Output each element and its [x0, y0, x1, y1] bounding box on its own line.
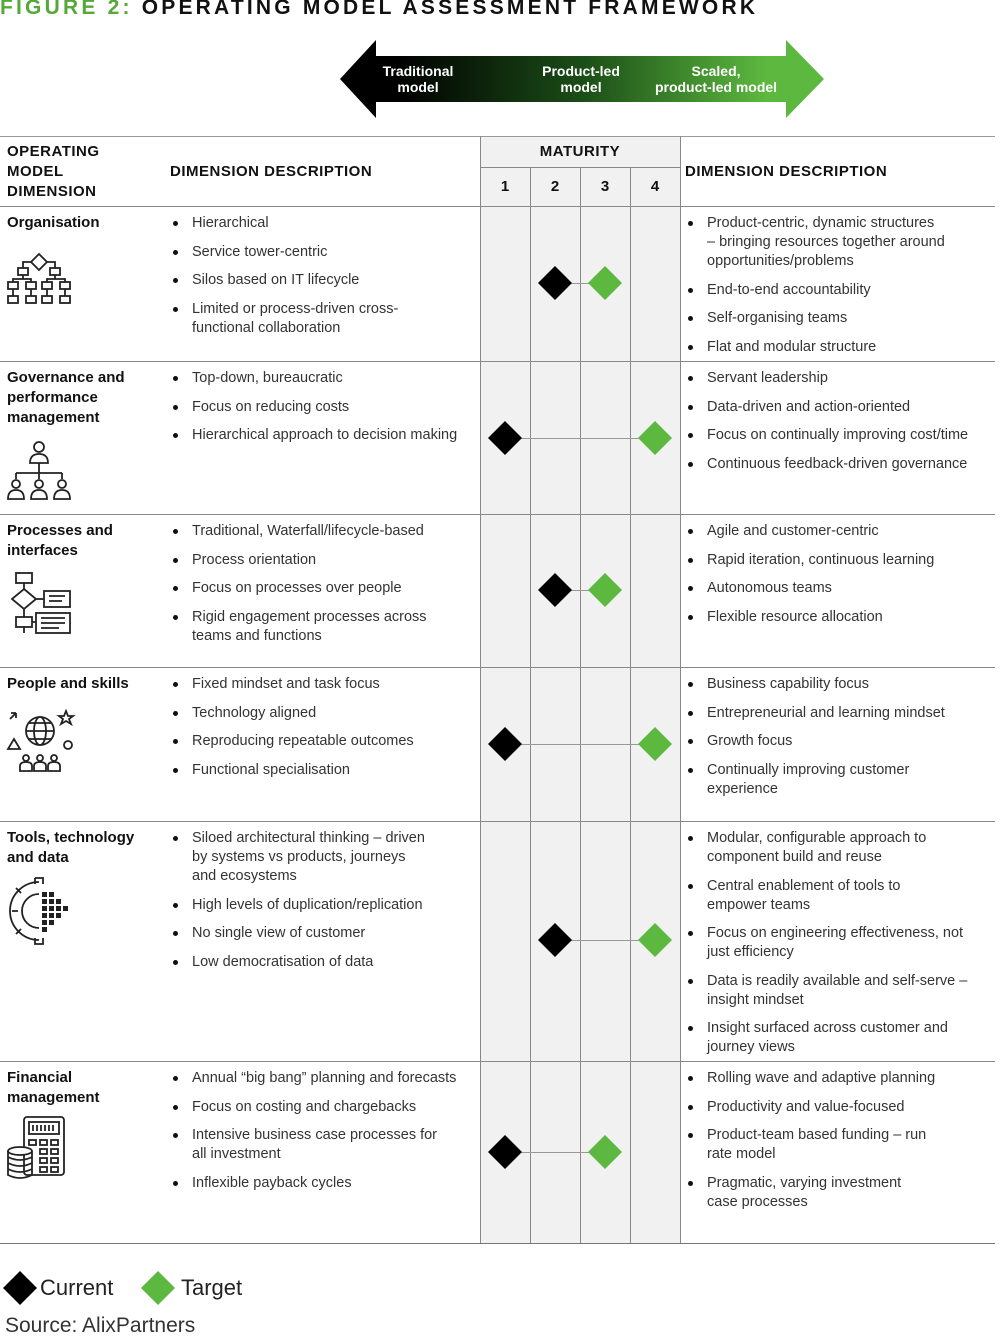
- left-description-item: Low democratisation of data: [170, 953, 478, 972]
- right-description-item: Central enablement of tools to empower teams: [685, 877, 997, 915]
- right-description-item: Autonomous teams: [685, 579, 997, 598]
- left-description-item: High levels of duplication/replication: [170, 896, 478, 915]
- left-description-list: [170, 1069, 478, 1202]
- legend-current-marker: [2, 1270, 38, 1306]
- dimension-name: Governance and performance management: [7, 369, 125, 426]
- right-description-item: Product-team based funding – run rate model: [685, 1126, 997, 1164]
- right-description-item: Servant leadership: [685, 369, 997, 388]
- right-description-list: [685, 675, 997, 808]
- target-maturity-diamond: [638, 421, 672, 455]
- right-description-item: Pragmatic, varying investment case processes: [685, 1174, 997, 1212]
- target-maturity-diamond: [588, 573, 622, 607]
- maturity-level-4: 4: [650, 178, 660, 195]
- maturity-connector: [505, 438, 655, 439]
- right-description-item: Continually improving customer experience: [685, 761, 997, 799]
- arrow-label-scaled: Scaled, product-led model: [654, 63, 778, 95]
- left-description-list: [170, 829, 478, 981]
- left-description-item: Top-down, bureaucratic: [170, 369, 478, 388]
- left-description-item: Limited or process-driven cross- functional collaboration: [170, 300, 478, 338]
- left-description-list: [170, 675, 478, 789]
- header-left-description: DIMENSION DESCRIPTION: [170, 163, 373, 180]
- target-maturity-diamond: [588, 1135, 622, 1169]
- current-maturity-diamond: [488, 727, 522, 761]
- left-description-item: Service tower-centric: [170, 243, 478, 262]
- arrow-label-traditional: Traditional model: [382, 63, 454, 95]
- right-description-list: [685, 522, 997, 636]
- current-maturity-diamond: [538, 573, 572, 607]
- left-description-item: Hierarchical approach to decision making: [170, 426, 478, 445]
- left-description-item: Hierarchical: [170, 214, 478, 233]
- dimension-name: People and skills: [7, 675, 129, 692]
- right-description-item: Flexible resource allocation: [685, 608, 997, 627]
- flowchart-icon: [4, 571, 74, 642]
- right-description-item: Entrepreneurial and learning mindset: [685, 704, 997, 723]
- left-description-item: Silos based on IT lifecycle: [170, 271, 478, 290]
- figure-title-text: OPERATING MODEL ASSESSMENT FRAMEWORK: [141, 0, 759, 19]
- right-description-item: Insight surfaced across customer and journey views: [685, 1019, 997, 1057]
- left-description-list: [170, 369, 478, 455]
- calculator-coins-icon: [4, 1115, 74, 1190]
- left-description-list: [170, 214, 478, 347]
- left-description-item: Fixed mindset and task focus: [170, 675, 478, 694]
- right-description-item: Data is readily available and self-serve – insight mindset: [685, 972, 997, 1010]
- right-description-item: Rapid iteration, continuous learning: [685, 551, 997, 570]
- right-description-item: Modular, configurable approach to component build and reuse: [685, 829, 997, 867]
- row-divider: [0, 667, 995, 668]
- current-maturity-diamond: [488, 421, 522, 455]
- left-description-item: Focus on costing and chargebacks: [170, 1098, 478, 1117]
- right-description-list: [685, 369, 997, 483]
- left-description-item: Focus on processes over people: [170, 579, 478, 598]
- left-description-item: Technology aligned: [170, 704, 478, 723]
- source-note: Source: AlixPartners: [5, 1314, 196, 1337]
- org-chart-icon: [4, 250, 74, 315]
- target-maturity-diamond: [638, 923, 672, 957]
- current-maturity-diamond: [488, 1135, 522, 1169]
- dimension-name: Organisation: [7, 214, 100, 231]
- right-description-item: Business capability focus: [685, 675, 997, 694]
- legend-target-marker: [140, 1270, 176, 1306]
- left-description-item: Annual “big bang” planning and forecasts: [170, 1069, 478, 1088]
- right-description-item: Rolling wave and adaptive planning: [685, 1069, 997, 1088]
- row-divider: [0, 821, 995, 822]
- maturity-level-3: 3: [600, 178, 610, 195]
- left-description-list: [170, 522, 478, 655]
- target-maturity-diamond: [588, 266, 622, 300]
- left-description-item: Inflexible payback cycles: [170, 1174, 478, 1193]
- gear-data-icon: [4, 876, 74, 951]
- header-maturity: MATURITY: [539, 143, 621, 160]
- maturity-level-2: 2: [550, 178, 560, 195]
- right-description-item: Productivity and value-focused: [685, 1098, 997, 1117]
- row-divider: [0, 514, 995, 515]
- right-description-item: Agile and customer-centric: [685, 522, 997, 541]
- figure-number: FIGURE 2:: [0, 0, 133, 19]
- right-description-item: Continuous feedback-driven governance: [685, 455, 997, 474]
- left-description-item: Siloed architectural thinking – driven by systems vs products, journeys and ecosystems: [170, 829, 478, 886]
- current-maturity-diamond: [538, 923, 572, 957]
- left-description-item: Intensive business case processes for all investment: [170, 1126, 478, 1164]
- current-maturity-diamond: [538, 266, 572, 300]
- right-description-item: Product-centric, dynamic structures – bringing resources together around opportunities/problems: [685, 214, 997, 271]
- left-description-item: Functional specialisation: [170, 761, 478, 780]
- header-right-description: DIMENSION DESCRIPTION: [685, 163, 888, 180]
- maturity-level-1: 1: [500, 178, 510, 195]
- maturity-connector: [505, 744, 655, 745]
- team-hierarchy-icon: [4, 439, 74, 510]
- left-description-item: Traditional, Waterfall/lifecycle-based: [170, 522, 478, 541]
- maturity-arrow: [336, 36, 826, 127]
- right-description-item: Growth focus: [685, 732, 997, 751]
- legend-current-label: Current: [40, 1275, 114, 1300]
- left-description-item: No single view of customer: [170, 924, 478, 943]
- dimension-name: Processes and interfaces: [7, 522, 113, 559]
- header-dimension: OPERATING MODEL DIMENSION: [7, 143, 100, 200]
- right-description-item: Focus on continually improving cost/time: [685, 426, 997, 445]
- dimension-name: Tools, technology and data: [7, 829, 135, 866]
- target-maturity-diamond: [638, 727, 672, 761]
- global-people-icon: [4, 709, 76, 780]
- right-description-item: Flat and modular structure: [685, 338, 997, 357]
- right-description-list: [685, 829, 997, 1067]
- arrow-label-product-led: Product-led model: [542, 63, 620, 95]
- dimension-name: Financial management: [7, 1069, 100, 1106]
- legend-target-label: Target: [181, 1275, 243, 1300]
- left-description-item: Reproducing repeatable outcomes: [170, 732, 478, 751]
- right-description-item: End-to-end accountability: [685, 281, 997, 300]
- right-description-item: Focus on engineering effectiveness, not just efficiency: [685, 924, 997, 962]
- left-description-item: Focus on reducing costs: [170, 398, 478, 417]
- left-description-item: Rigid engagement processes across teams and functions: [170, 608, 478, 646]
- right-description-item: Self-organising teams: [685, 309, 997, 328]
- right-description-list: [685, 214, 997, 366]
- left-description-item: Process orientation: [170, 551, 478, 570]
- figure-title: [0, 0, 758, 20]
- right-description-item: Data-driven and action-oriented: [685, 398, 997, 417]
- right-description-list: [685, 1069, 997, 1221]
